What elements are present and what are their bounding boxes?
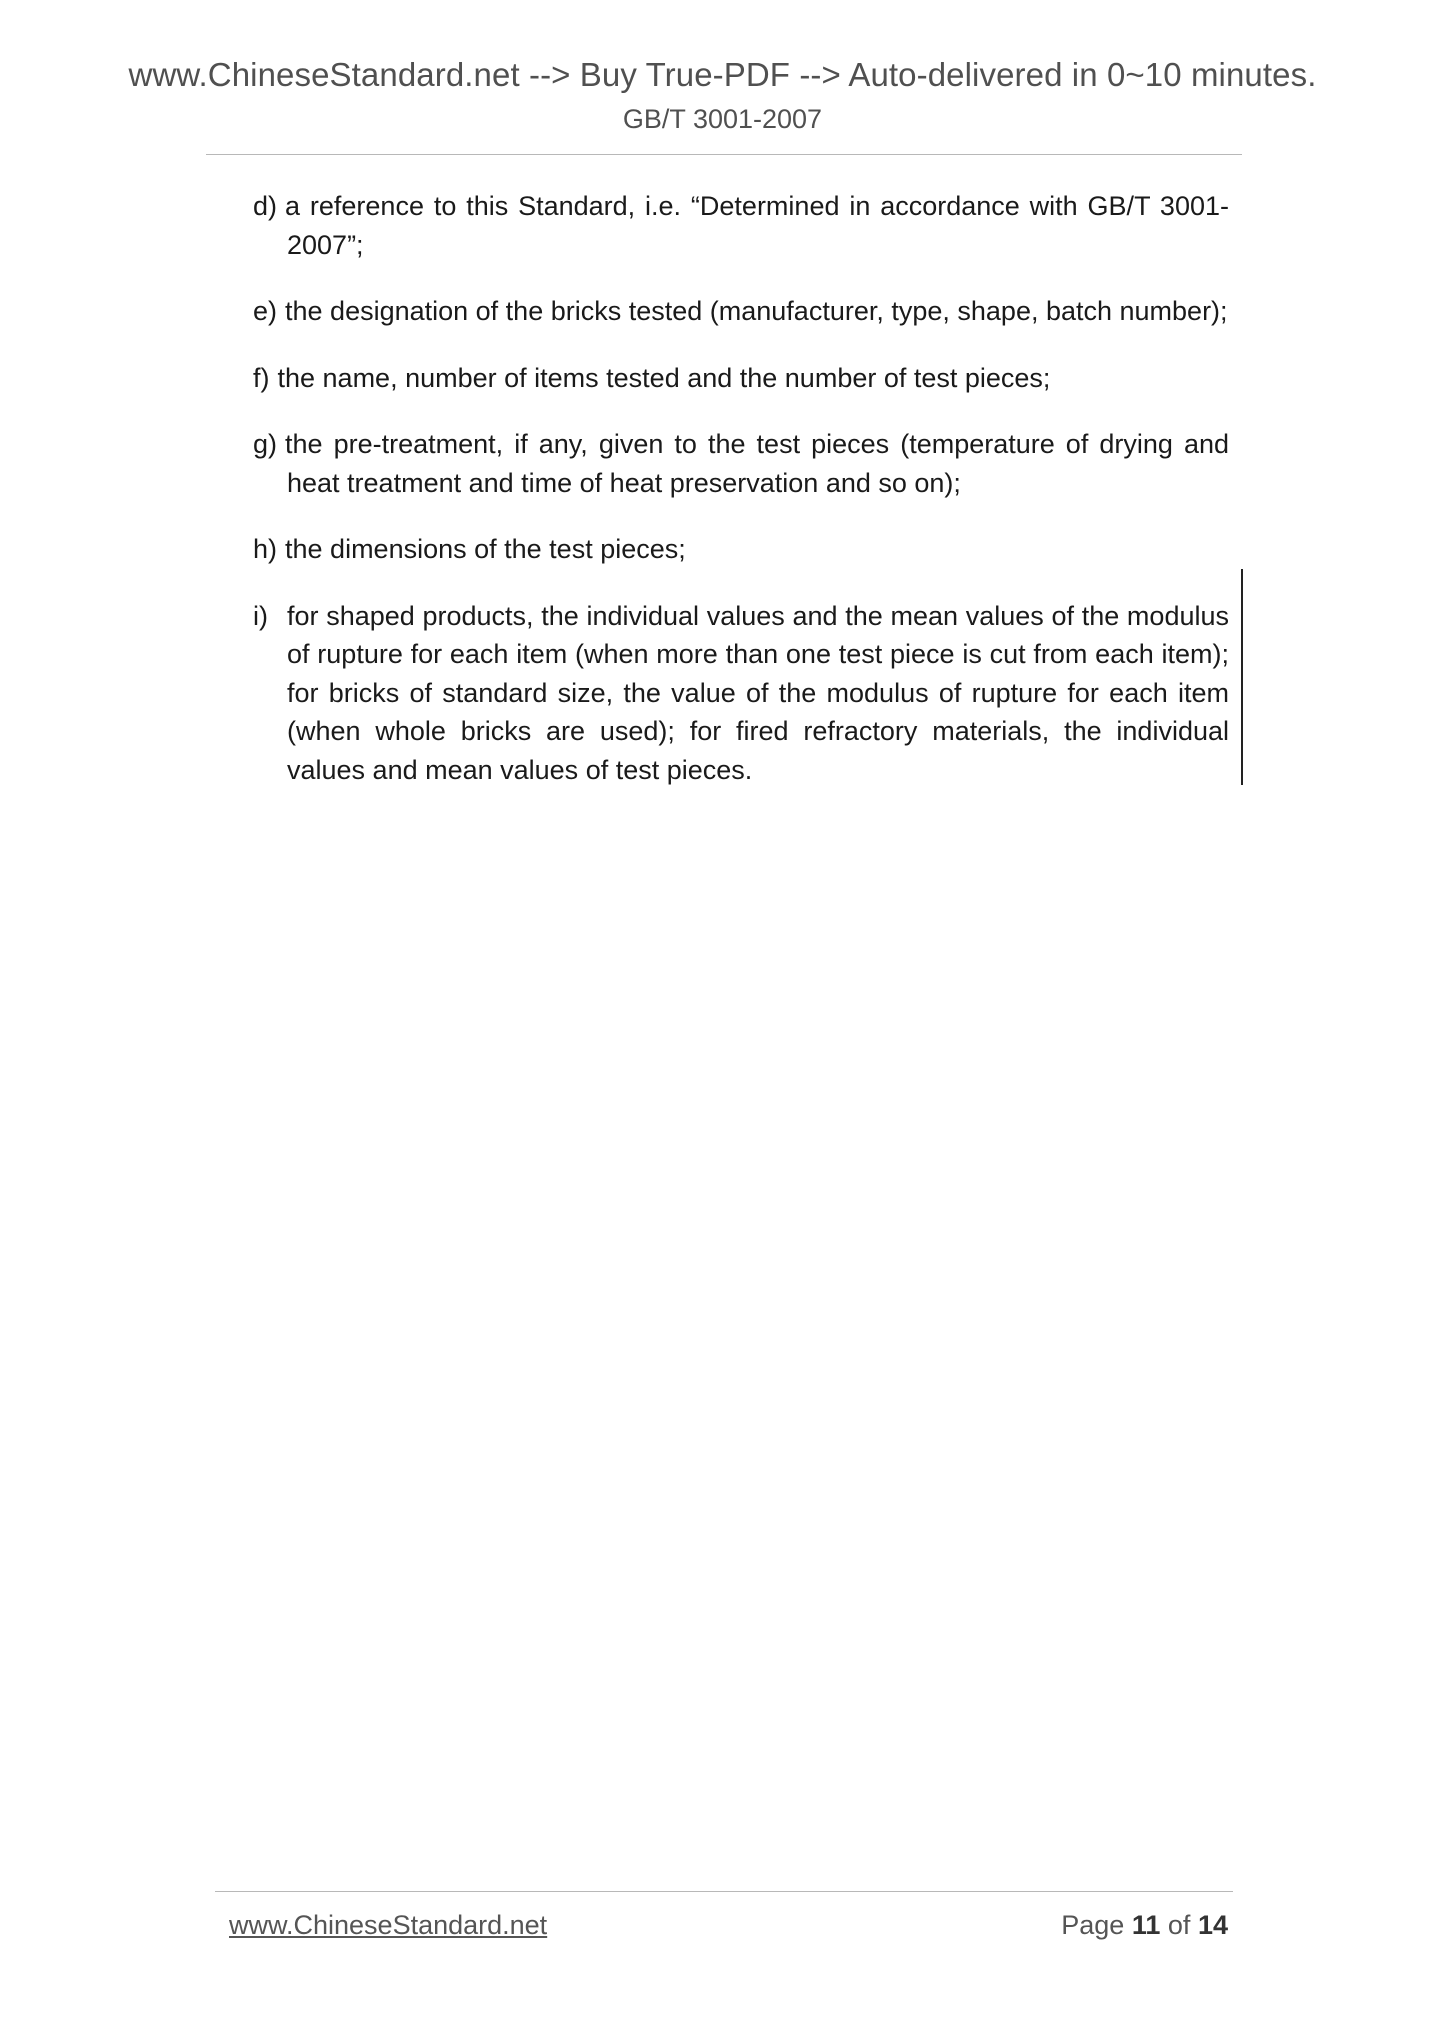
header-divider — [206, 154, 1242, 155]
list-item-h — [253, 530, 1229, 569]
list-marker: e) — [253, 296, 278, 326]
revision-change-bar — [1241, 569, 1243, 785]
list-item-text: the dimensions of the test pieces; — [285, 534, 686, 564]
list-marker: h) — [253, 534, 278, 564]
page-number — [1061, 1910, 1228, 1941]
list-item-e — [253, 292, 1229, 331]
list-marker: i) — [253, 600, 268, 631]
footer-divider — [215, 1891, 1233, 1892]
page-total: 14 — [1197, 1910, 1228, 1940]
list-item-text: for shaped products, the individual values and the mean values of the modulus of rupture for each item (when more than one test piece is cut from each item); for bricks of standard size, the value of the modulus of rupture for each item (when whole bricks are used); for fired refractory materials, the individual values and mean values of test pieces. — [287, 600, 1229, 785]
list-item-text: a reference to this Standard, i.e. “Determined in accordance with GB/T 3001-2007”; — [285, 191, 1229, 260]
list-item-text: the designation of the bricks tested (manufacturer, type, shape, batch number); — [285, 296, 1228, 326]
list-item-g — [253, 425, 1229, 502]
list-item-i — [253, 597, 1229, 790]
list-marker: g) — [253, 429, 278, 459]
page-of: of — [1167, 1910, 1191, 1940]
page-label: Page — [1061, 1910, 1125, 1940]
list-marker: f) — [253, 362, 270, 393]
header-banner: www.ChineseStandard.net --> Buy True-PDF --> Auto-delivered in 0~10 minutes. — [128, 56, 1317, 93]
page-current: 11 — [1131, 1910, 1161, 1940]
list-item-d — [253, 187, 1229, 264]
document-code: GB/T 3001-2007 — [622, 104, 823, 134]
report-items-list — [253, 187, 1229, 817]
footer-site-link[interactable]: www.ChineseStandard.net — [229, 1910, 548, 1940]
list-item-text: the pre-treatment, if any, given to the test pieces (temperature of drying and heat treatment and time of heat preservation and so on); — [285, 429, 1229, 498]
list-marker: d) — [253, 191, 278, 221]
list-item-text: the name, number of items tested and the number of test pieces; — [277, 362, 1051, 393]
list-item-f — [253, 359, 1229, 398]
